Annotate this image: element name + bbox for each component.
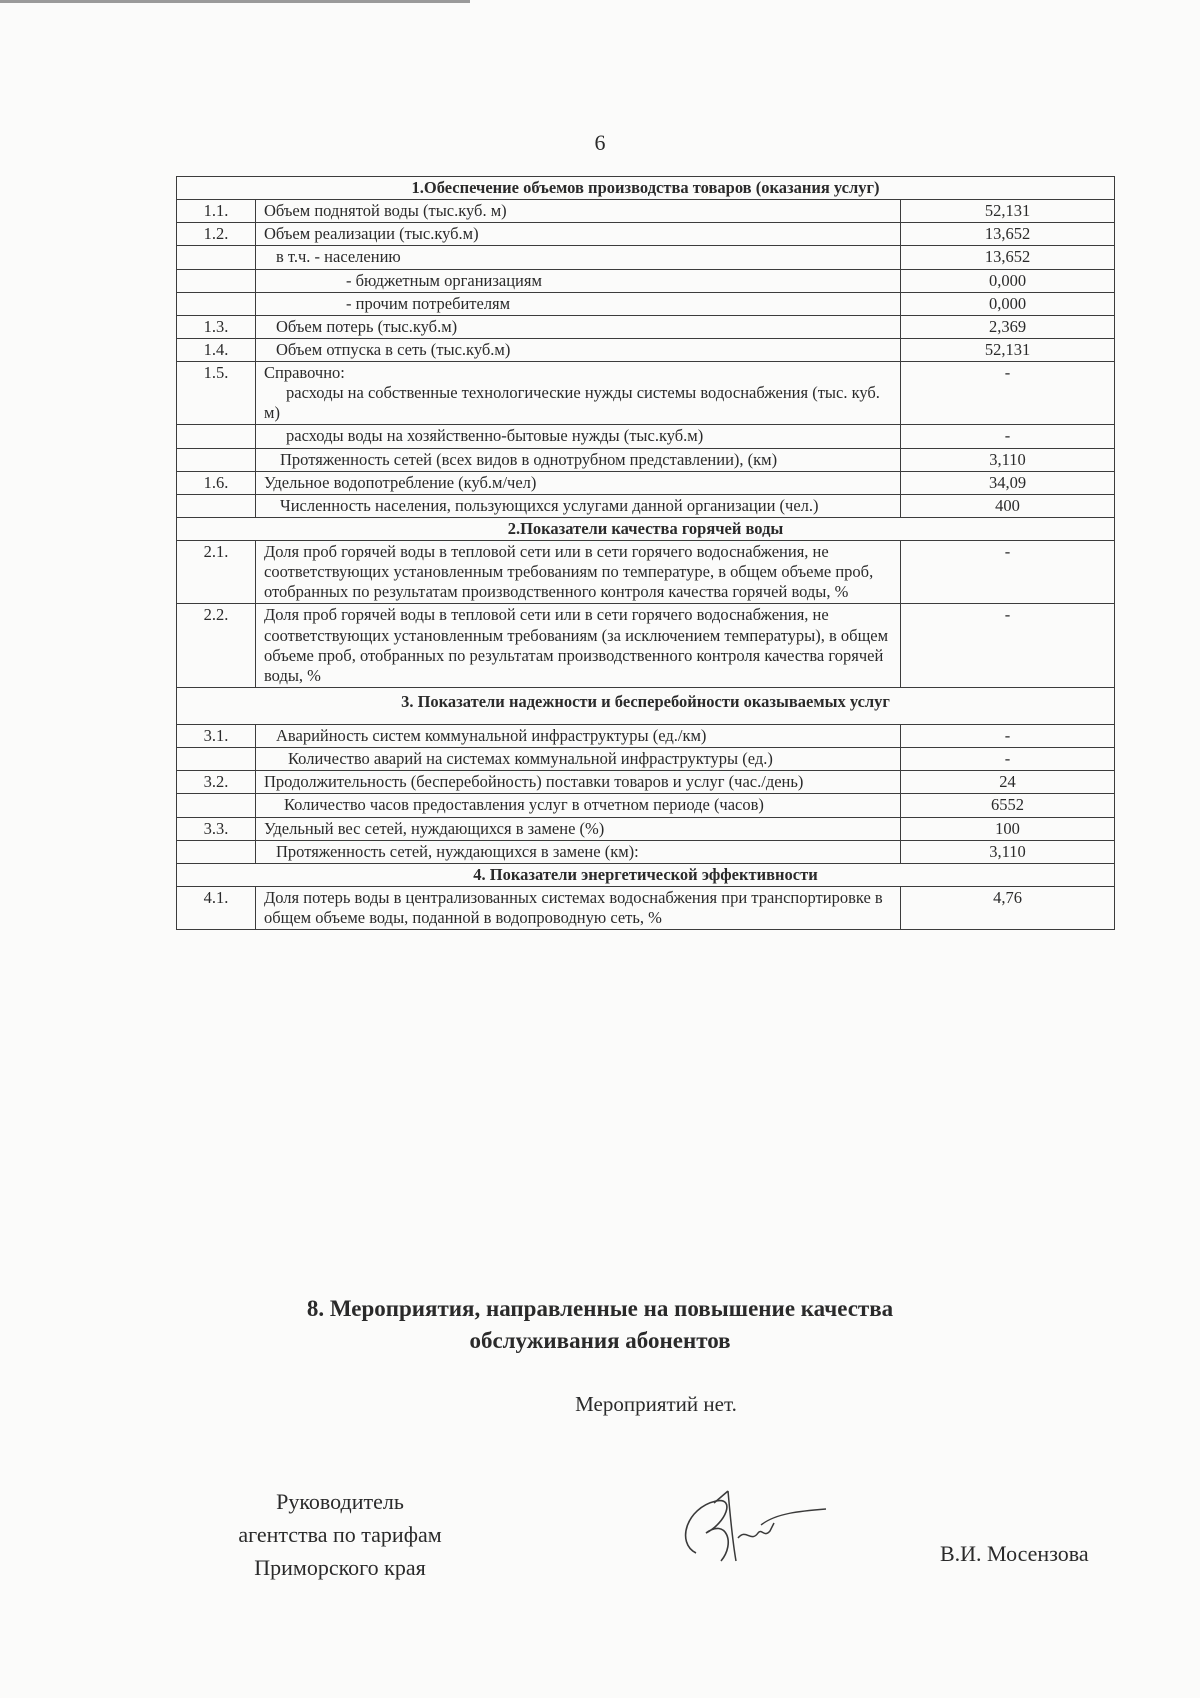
row-value: 34,09 — [901, 471, 1115, 494]
row-number — [177, 494, 256, 517]
row-description: Объем потерь (тыс.куб.м) — [256, 315, 901, 338]
page-number: 6 — [594, 130, 606, 155]
table-row — [177, 223, 1115, 246]
row-number — [177, 425, 256, 448]
table-row — [177, 471, 1115, 494]
row-value: 4,76 — [901, 886, 1115, 929]
section-header-row — [177, 687, 1115, 724]
table-row — [177, 886, 1115, 929]
handwritten-signature — [666, 1483, 836, 1573]
section-title: 2.Показатели качества горячей воды — [177, 517, 1115, 540]
row-value: 13,652 — [901, 223, 1115, 246]
row-value: 100 — [901, 817, 1115, 840]
row-description: Объем отпуска в сеть (тыс.куб.м) — [256, 338, 901, 361]
row-value: - — [901, 725, 1115, 748]
row-value: - — [901, 425, 1115, 448]
row-value: 0,000 — [901, 269, 1115, 292]
row-value: 3,110 — [901, 448, 1115, 471]
table-row — [177, 362, 1115, 425]
signatory-title-line: Приморского края — [254, 1555, 426, 1580]
row-number — [177, 246, 256, 269]
row-number: 1.2. — [177, 223, 256, 246]
row-description: Протяженность сетей (всех видов в однотрубном представлении), (км) — [256, 448, 901, 471]
section-heading-line: обслуживания абонентов — [469, 1328, 731, 1353]
row-number — [177, 840, 256, 863]
row-number — [177, 448, 256, 471]
row-description: - бюджетным организациям — [256, 269, 901, 292]
row-description: Количество аварий на системах коммунальной инфраструктуры (ед.) — [256, 748, 901, 771]
section-heading-line: 8. Мероприятия, направленные на повышение качества — [306, 1296, 894, 1321]
row-value: - — [901, 541, 1115, 604]
row-number — [177, 794, 256, 817]
row-description: Доля потерь воды в централизованных системах водоснабжения при транспортировке в общем объеме воды, поданной в водопроводную сеть, % — [256, 886, 901, 929]
section-header-row — [177, 863, 1115, 886]
row-number: 1.3. — [177, 315, 256, 338]
row-number: 2.2. — [177, 604, 256, 688]
row-number: 1.4. — [177, 338, 256, 361]
no-measures-text: Мероприятий нет. — [575, 1392, 737, 1416]
table-row — [177, 246, 1115, 269]
row-number: 1.5. — [177, 362, 256, 425]
row-description: Объем реализации (тыс.куб.м) — [256, 223, 901, 246]
row-description: в т.ч. - населению — [256, 246, 901, 269]
signatory-title-line: Руководитель — [276, 1489, 404, 1514]
table-row — [177, 315, 1115, 338]
table-row — [177, 748, 1115, 771]
row-number: 3.3. — [177, 817, 256, 840]
table-row — [177, 541, 1115, 604]
row-value: 52,131 — [901, 338, 1115, 361]
row-number: 3.1. — [177, 725, 256, 748]
reference-text: расходы на собственные технологические нужды системы водоснабжения (тыс. куб. м) — [264, 383, 880, 423]
row-number: 1.6. — [177, 471, 256, 494]
row-number — [177, 269, 256, 292]
section-heading — [0, 1293, 1200, 1357]
signatory-title-line: агентства по тарифам — [238, 1522, 442, 1547]
row-value: - — [901, 362, 1115, 425]
row-description: Объем поднятой воды (тыс.куб. м) — [256, 200, 901, 223]
row-number: 2.1. — [177, 541, 256, 604]
table-row — [177, 494, 1115, 517]
row-number: 1.1. — [177, 200, 256, 223]
table-row — [177, 338, 1115, 361]
table-row — [177, 840, 1115, 863]
row-number: 3.2. — [177, 771, 256, 794]
scan-top-line — [0, 0, 470, 3]
row-description: Аварийность систем коммунальной инфраструктуры (ед./км) — [256, 725, 901, 748]
row-description: - прочим потребителям — [256, 292, 901, 315]
row-value: 24 — [901, 771, 1115, 794]
row-value: 13,652 — [901, 246, 1115, 269]
signatory-title — [190, 1485, 490, 1584]
reference-label: Справочно: — [264, 363, 345, 382]
row-value: 400 — [901, 494, 1115, 517]
row-description — [256, 362, 901, 425]
section-header-row — [177, 517, 1115, 540]
row-description: Численность населения, пользующихся услугами данной организации (чел.) — [256, 494, 901, 517]
table-row — [177, 794, 1115, 817]
row-description: Доля проб горячей воды в тепловой сети или в сети горячего водоснабжения, не соответствующих установленным требованиям (за исключением температуры), в общем объеме проб, отобранных по результатам производственного контроля качества горячей воды, % — [256, 604, 901, 688]
row-value: 6552 — [901, 794, 1115, 817]
row-description: Доля проб горячей воды в тепловой сети или в сети горячего водоснабжения, не соответствующих установленным требованиям по температуре, в общем объеме проб, отобранных по результатам производственного контроля качества горячей воды, % — [256, 541, 901, 604]
section-title: 4. Показатели энергетической эффективности — [177, 863, 1115, 886]
row-value: 2,369 — [901, 315, 1115, 338]
section-title: 1.Обеспечение объемов производства товаров (оказания услуг) — [177, 177, 1115, 200]
row-value: 3,110 — [901, 840, 1115, 863]
table-row — [177, 604, 1115, 688]
section-header-row — [177, 177, 1115, 200]
table-row — [177, 817, 1115, 840]
table-row — [177, 448, 1115, 471]
table-row — [177, 269, 1115, 292]
indicators-table — [176, 176, 1115, 930]
row-value: - — [901, 604, 1115, 688]
row-description: Удельное водопотребление (куб.м/чел) — [256, 471, 901, 494]
section-title: 3. Показатели надежности и бесперебойности оказываемых услуг — [177, 687, 1115, 724]
row-description: Удельный вес сетей, нуждающихся в замене (%) — [256, 817, 901, 840]
table-row — [177, 292, 1115, 315]
row-number — [177, 748, 256, 771]
row-value: 52,131 — [901, 200, 1115, 223]
table-row — [177, 425, 1115, 448]
row-value: - — [901, 748, 1115, 771]
row-description: Продолжительность (бесперебойность) поставки товаров и услуг (час./день) — [256, 771, 901, 794]
table-row — [177, 725, 1115, 748]
row-description: расходы воды на хозяйственно-бытовые нужды (тыс.куб.м) — [256, 425, 901, 448]
table-row — [177, 771, 1115, 794]
signatory-name: В.И. Мосензова — [940, 1541, 1089, 1566]
row-value: 0,000 — [901, 292, 1115, 315]
table-row — [177, 200, 1115, 223]
row-number: 4.1. — [177, 886, 256, 929]
row-number — [177, 292, 256, 315]
row-description: Количество часов предоставления услуг в отчетном периоде (часов) — [256, 794, 901, 817]
row-description: Протяженность сетей, нуждающихся в замене (км): — [256, 840, 901, 863]
